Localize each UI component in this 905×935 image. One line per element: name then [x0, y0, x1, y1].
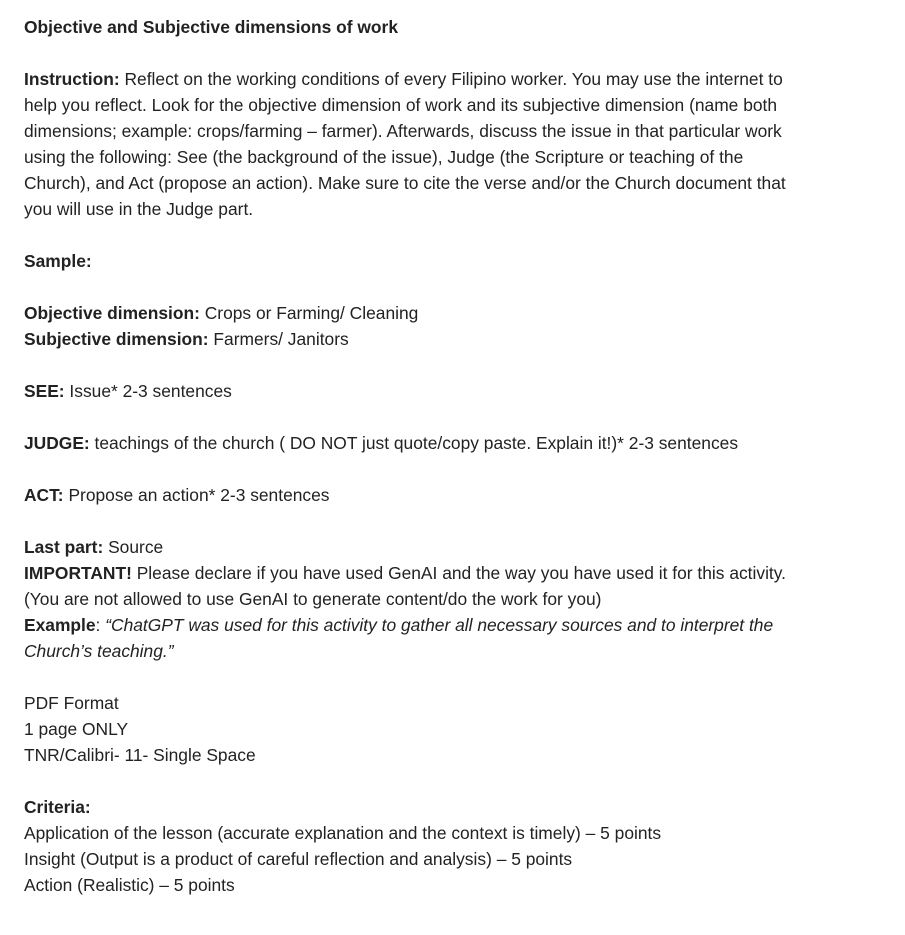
example-line-2: Church’s teaching.” — [24, 641, 174, 661]
last-part-label: Last part: — [24, 537, 104, 557]
instruction-line-6: you will use in the Judge part. — [24, 199, 254, 219]
example-label: Example — [24, 615, 96, 635]
important-label: IMPORTANT! — [24, 563, 132, 583]
objective-line — [24, 300, 874, 326]
see-value: Issue* 2-3 sentences — [64, 381, 232, 401]
criteria-item-action: Action (Realistic) – 5 points — [24, 875, 235, 895]
criteria-item-application: Application of the lesson (accurate explanation and the context is timely) – 5 points — [24, 823, 662, 843]
format-pages: 1 page ONLY — [24, 719, 129, 739]
criteria-label: Criteria: — [24, 797, 91, 817]
example-quote: “ChatGPT was used for this activity to gather all necessary sources and to interpret the — [105, 615, 774, 635]
see-label: SEE: — [24, 381, 65, 401]
spacer — [24, 404, 874, 430]
instruction-line-4: using the following: See (the background of the issue), Judge (the Scripture or teaching of the — [24, 147, 744, 167]
spacer — [24, 664, 874, 690]
example-colon: : — [95, 615, 106, 635]
format-pdf: PDF Format — [24, 693, 119, 713]
spacer — [24, 768, 874, 794]
instruction-line-5: Church), and Act (propose an action). Make sure to cite the verse and/or the Church document that — [24, 173, 786, 193]
sample-label: Sample: — [24, 251, 92, 271]
spacer — [24, 456, 874, 482]
spacer — [24, 222, 874, 248]
instruction-text: Reflect on the working conditions of every Filipino worker. You may use the internet to — [119, 69, 783, 89]
important-value: Please declare if you have used GenAI and the way you have used it for this activity. — [131, 563, 787, 583]
see-line — [24, 378, 874, 404]
subjective-value: Farmers/ Janitors — [208, 329, 349, 349]
subjective-label: Subjective dimension: — [24, 329, 209, 349]
act-label: ACT: — [24, 485, 64, 505]
format-font: TNR/Calibri- 11- Single Space — [24, 745, 256, 765]
last-part-line — [24, 534, 874, 560]
page-title: Objective and Subjective dimensions of work — [24, 17, 398, 37]
criteria-item-insight: Insight (Output is a product of careful reflection and analysis) – 5 points — [24, 849, 573, 869]
instruction-line-1 — [24, 66, 874, 92]
act-value: Propose an action* 2-3 sentences — [63, 485, 330, 505]
spacer — [24, 508, 874, 534]
objective-label: Objective dimension: — [24, 303, 200, 323]
important-line — [24, 560, 874, 586]
objective-value: Crops or Farming/ Cleaning — [199, 303, 419, 323]
instruction-label: Instruction: — [24, 69, 120, 89]
spacer — [24, 40, 874, 66]
instruction-block — [24, 66, 874, 222]
example-line — [24, 612, 874, 638]
spacer — [24, 352, 874, 378]
subjective-line — [24, 326, 874, 352]
spacer — [24, 274, 874, 300]
last-part-value: Source — [103, 537, 164, 557]
important-line-2: (You are not allowed to use GenAI to generate content/do the work for you) — [24, 589, 602, 609]
judge-line — [24, 430, 874, 456]
instruction-line-2: help you reflect. Look for the objective dimension of work and its subjective dimension (name both — [24, 95, 778, 115]
act-line — [24, 482, 874, 508]
judge-value: teachings of the church ( DO NOT just quote/copy paste. Explain it!)* 2-3 sentences — [89, 433, 739, 453]
instruction-line-3: dimensions; example: crops/farming – farmer). Afterwards, discuss the issue in that particular work — [24, 121, 782, 141]
judge-label: JUDGE: — [24, 433, 90, 453]
